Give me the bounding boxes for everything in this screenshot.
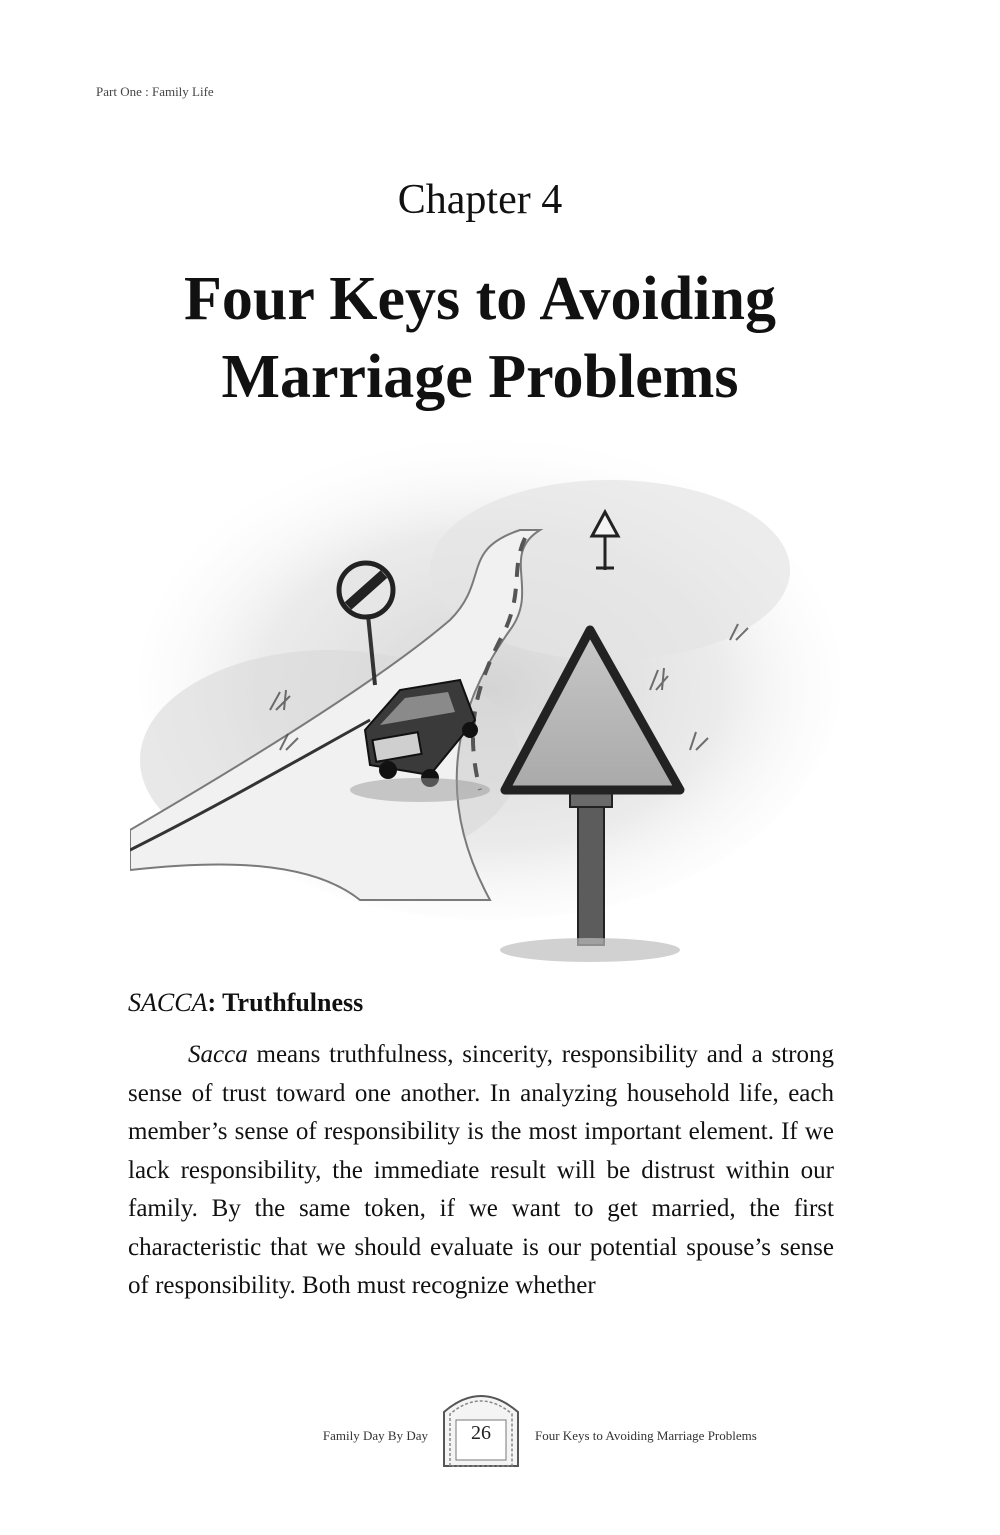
footer-book-title: Family Day By Day <box>322 1428 428 1443</box>
chapter-label: Chapter 4 <box>397 177 563 223</box>
chapter-title-line-1: Four Keys to Avoiding <box>184 265 776 333</box>
paragraph <box>128 1036 834 1306</box>
page-number: 26 <box>471 1422 491 1444</box>
running-head: Part One : Family Life <box>96 84 214 99</box>
footer-chapter-title: Four Keys to Avoiding Marriage Problems <box>535 1428 757 1443</box>
section-heading-term: SACCA <box>128 988 208 1017</box>
chapter-illustration <box>130 430 850 970</box>
paragraph-term: Sacca <box>188 1041 248 1068</box>
paragraph-text: means truthfulness, sincerity, responsibility and a strong sense of trust toward one another. In analyzing household life, each member’s sense of responsibility is the most important element. If we lack responsibility, the immediate result will be distrust within our family. By the same token, if we want to get married, the first characteristic that we should evaluate is our potential spouse’s sense of responsibility. Both must recognize whether <box>128 1041 834 1299</box>
chapter-title-line-2: Marriage Problems <box>221 343 739 411</box>
chapter-title <box>0 260 960 416</box>
body-text <box>128 1036 834 1306</box>
section-heading <box>128 988 363 1018</box>
section-heading-text: : Truthfulness <box>207 988 364 1017</box>
